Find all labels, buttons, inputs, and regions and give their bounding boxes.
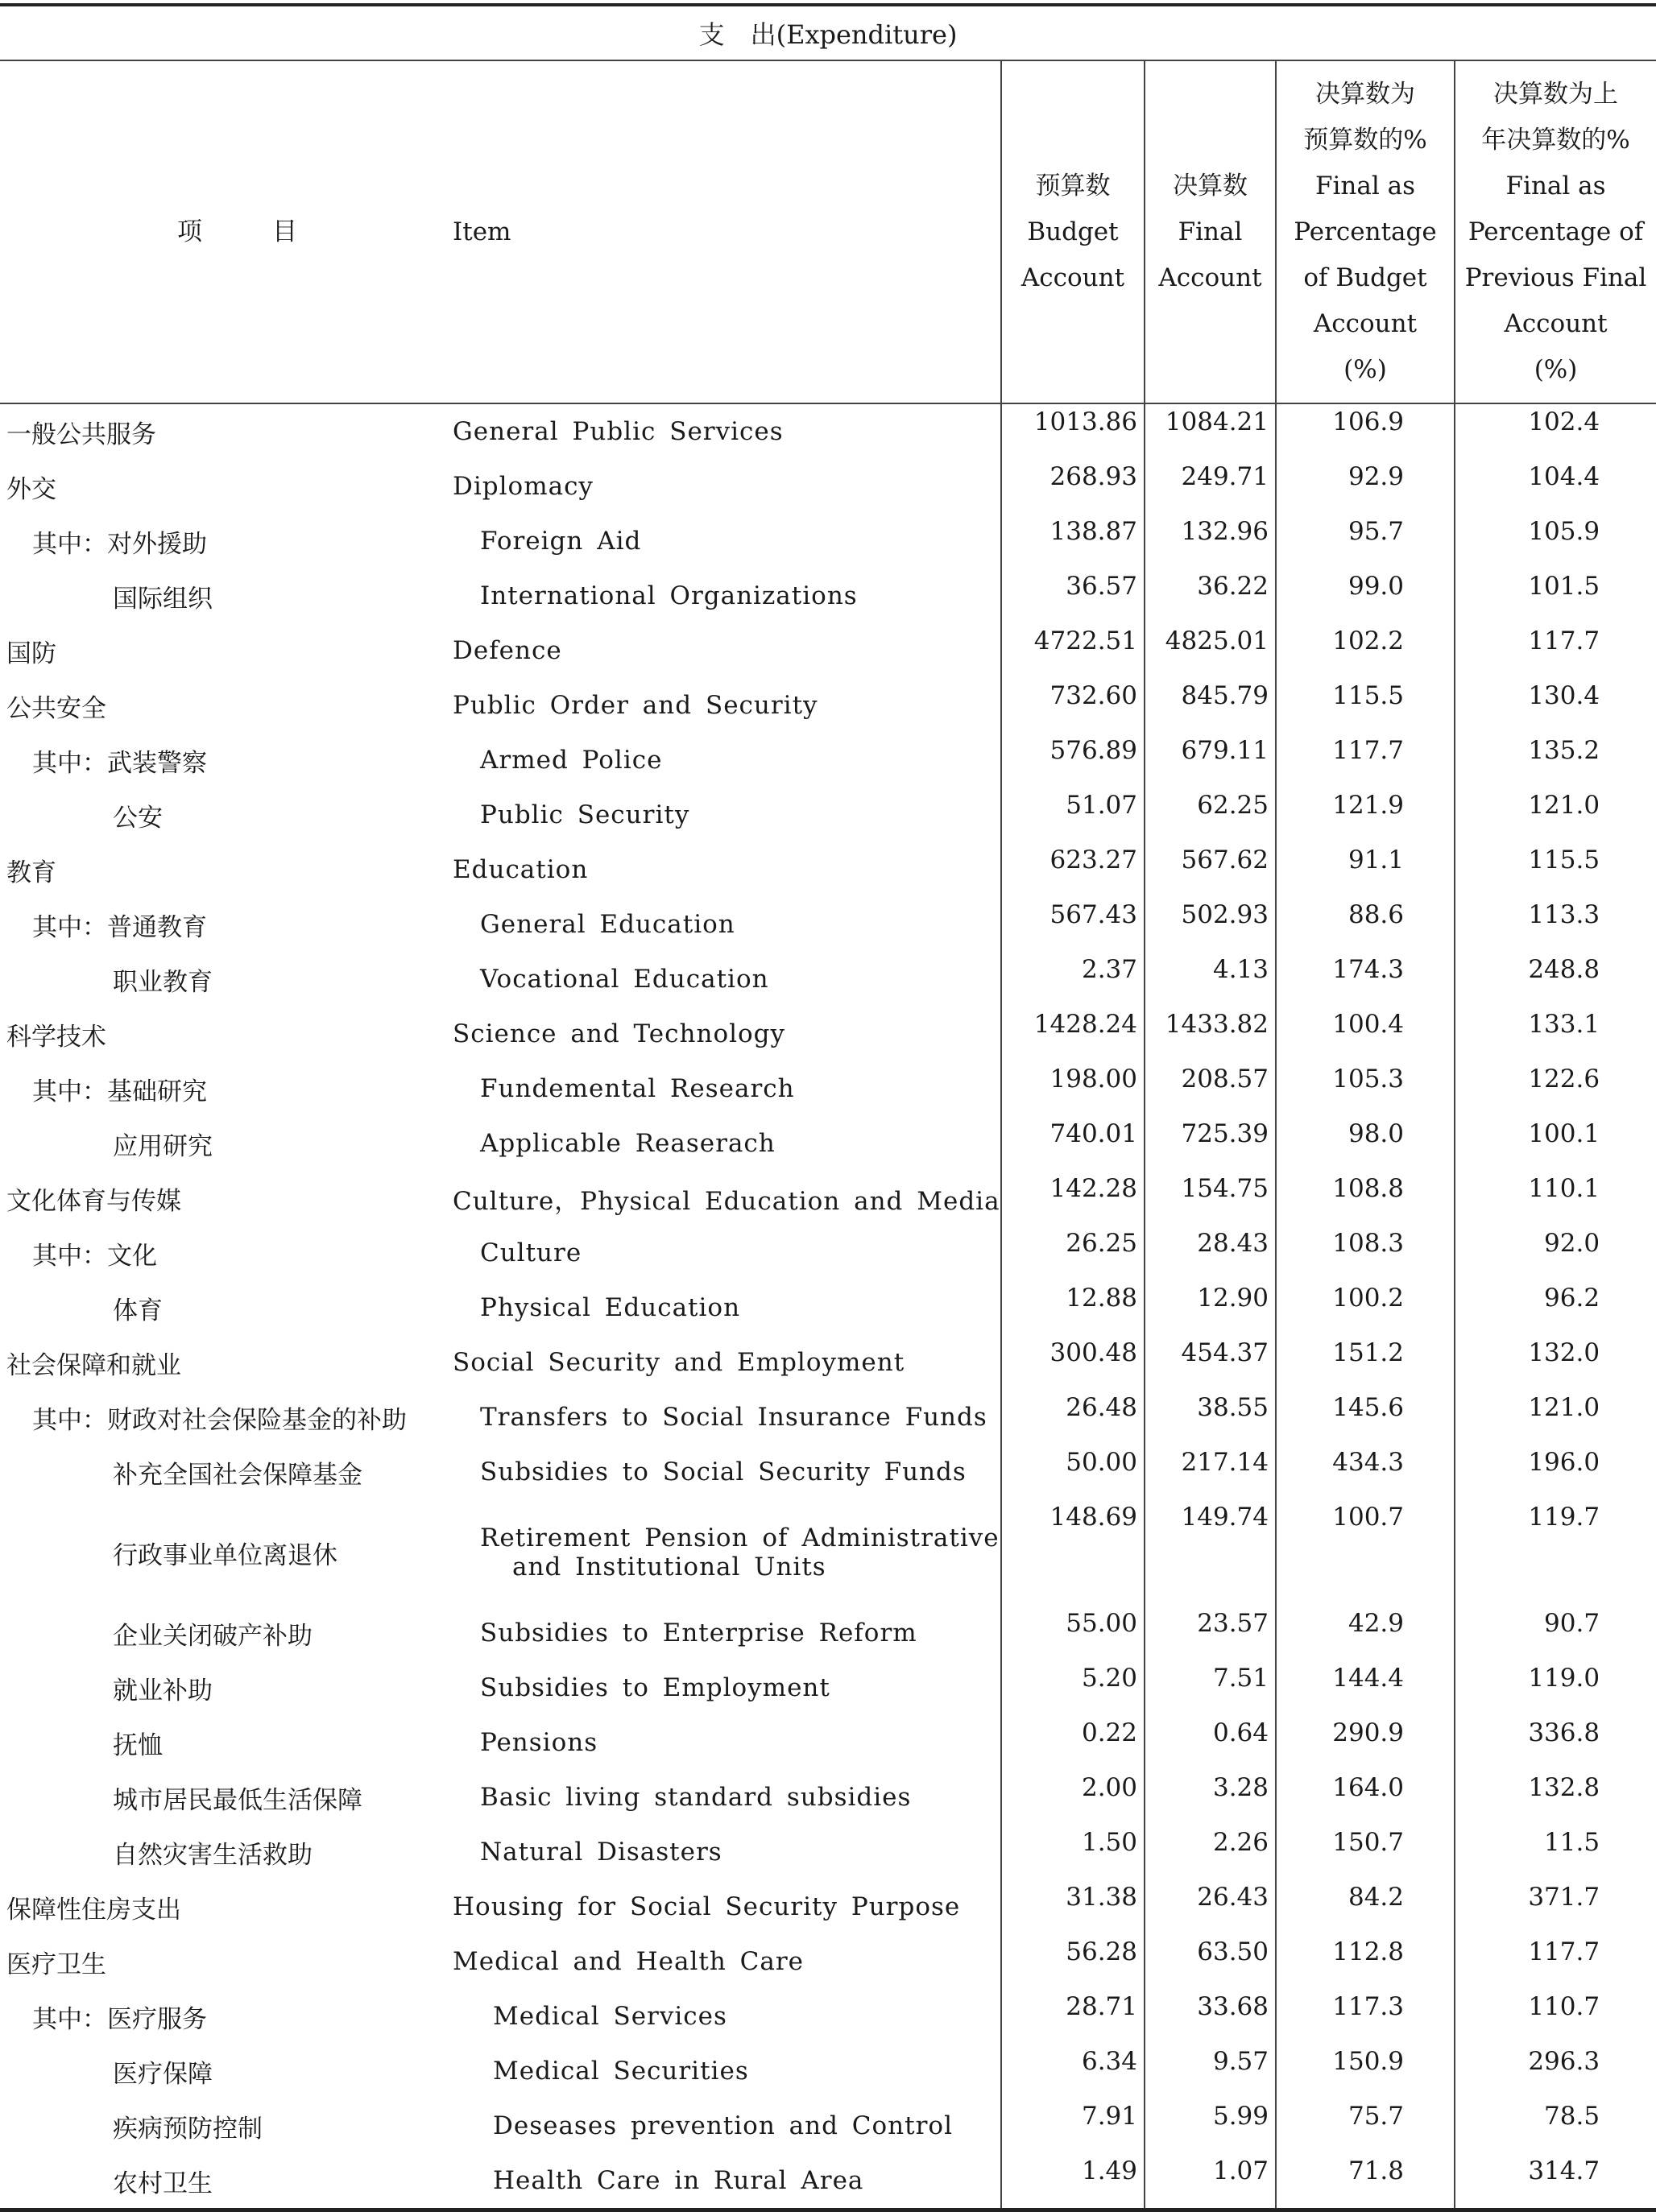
final-value: 33.68 (1145, 1989, 1276, 2044)
item-en-text: Natural Disasters (480, 1838, 722, 1867)
item-en-text: Defence (453, 636, 562, 665)
item-en (451, 1116, 1001, 1171)
pct-prev-value: 132.0 (1455, 1335, 1656, 1390)
item-cn: 体育 (113, 1296, 163, 1325)
item-en-text: Housing for Social Security Purpose (453, 1892, 961, 1921)
pct-prev-value: 336.8 (1455, 1715, 1656, 1770)
pct-budget-value: 117.7 (1276, 733, 1455, 788)
item-cn: 保障性住房支出 (6, 1895, 181, 1925)
pct-prev-value: 110.1 (1455, 1171, 1656, 1226)
item-en (451, 1825, 1001, 1879)
item-en (451, 1770, 1001, 1825)
budget-value: 142.28 (1001, 1171, 1145, 1226)
final-value: 4825.01 (1145, 623, 1276, 678)
header-pct-prev-line: Final as (1505, 171, 1606, 201)
item-en (451, 1715, 1001, 1770)
item-en (451, 569, 1001, 623)
pct-budget-value: 434.3 (1276, 1445, 1455, 1499)
budget-value: 740.01 (1001, 1116, 1145, 1171)
item-en (451, 1226, 1001, 1280)
header-pct-budget-line: Final as (1314, 171, 1416, 201)
item-cn: 补充全国社会保障基金 (113, 1460, 362, 1490)
table-row (0, 842, 1656, 897)
item-en-text: Subsidies to Enterprise Reform (480, 1619, 917, 1648)
table-title-row (0, 5, 1656, 60)
final-value: 679.11 (1145, 733, 1276, 788)
item-en-text: Applicable Reaserach (480, 1129, 776, 1158)
table-row (0, 1390, 1656, 1445)
table-row (0, 788, 1656, 842)
item-cn: 一般公共服务 (6, 420, 156, 449)
pct-prev-value: 314.7 (1455, 2153, 1656, 2210)
header-pct-prev-line: Account (1504, 308, 1608, 338)
item-en (451, 2098, 1001, 2153)
budget-value: 28.71 (1001, 1989, 1145, 2044)
pct-prev-value: 132.8 (1455, 1770, 1656, 1825)
pct-prev-value: 121.0 (1455, 788, 1656, 842)
item-en-text: General Public Services (453, 417, 784, 446)
table-row (0, 1989, 1656, 2044)
item-cn: 文化体育与传媒 (6, 1186, 181, 1216)
final-value: 2.26 (1145, 1825, 1276, 1879)
pct-budget-value: 115.5 (1276, 678, 1455, 733)
budget-value: 567.43 (1001, 897, 1145, 952)
pct-budget-value: 100.2 (1276, 1280, 1455, 1335)
table-row (0, 1606, 1656, 1660)
budget-value: 2.37 (1001, 952, 1145, 1007)
item-en-text: Medical Services (493, 2002, 727, 2031)
item-en-text: Health Care in Rural Area (493, 2166, 864, 2195)
budget-value: 7.91 (1001, 2098, 1145, 2153)
budget-value: 148.69 (1001, 1499, 1145, 1606)
final-value: 725.39 (1145, 1116, 1276, 1171)
pct-budget-value: 151.2 (1276, 1335, 1455, 1390)
table-row (0, 678, 1656, 733)
item-cn: 医疗保障 (113, 2059, 213, 2089)
item-cn: 外交 (6, 474, 56, 504)
header-budget-line: Budget (1027, 217, 1119, 246)
item-en (451, 2044, 1001, 2098)
budget-value: 268.93 (1001, 459, 1145, 514)
item-en-text: Science and Technology (453, 1019, 786, 1048)
item-cn: 公安 (113, 803, 163, 833)
table-row (0, 1445, 1656, 1499)
pct-prev-value: 90.7 (1455, 1606, 1656, 1660)
header-final-line: Account (1158, 263, 1262, 292)
item-en-text-cont: and Institutional Units (512, 1553, 826, 1581)
pct-prev-value: 115.5 (1455, 842, 1656, 897)
header-budget-line: 预算数 (1035, 171, 1111, 201)
item-en-text: Medical and Health Care (453, 1947, 805, 1976)
pct-budget-value: 100.7 (1276, 1499, 1455, 1606)
final-value: 567.62 (1145, 842, 1276, 897)
table-row (0, 1934, 1656, 1989)
header-pct-budget-line: Account (1313, 308, 1418, 338)
pct-prev-value: 104.4 (1455, 459, 1656, 514)
pct-budget-value: 117.3 (1276, 1989, 1455, 2044)
item-en (451, 1660, 1001, 1715)
table-row (0, 1499, 1656, 1606)
table-row (0, 1171, 1656, 1226)
table-row (0, 459, 1656, 514)
budget-value: 12.88 (1001, 1280, 1145, 1335)
item-en-text: Basic living standard subsidies (480, 1783, 912, 1812)
item-en-text: General Education (480, 910, 735, 939)
item-cn: 其中：普通教育 (32, 912, 207, 942)
item-en-text: Vocational Education (480, 965, 769, 994)
item-en (451, 514, 1001, 569)
budget-value: 50.00 (1001, 1445, 1145, 1499)
header-item-cn: 项 目 (0, 60, 451, 403)
budget-value: 26.25 (1001, 1226, 1145, 1280)
pct-budget-value: 102.2 (1276, 623, 1455, 678)
item-en (451, 842, 1001, 897)
final-value: 23.57 (1145, 1606, 1276, 1660)
final-value: 0.64 (1145, 1715, 1276, 1770)
item-en (451, 1606, 1001, 1660)
item-en (451, 1989, 1001, 2044)
header-pct-prev (1455, 60, 1656, 403)
header-pct-prev-line: Previous Final (1464, 263, 1647, 292)
pct-prev-value: 119.7 (1455, 1499, 1656, 1606)
pct-budget-value: 105.3 (1276, 1061, 1455, 1116)
table-row (0, 623, 1656, 678)
pct-budget-value: 98.0 (1276, 1116, 1455, 1171)
item-cn: 其中：文化 (32, 1241, 157, 1271)
item-cn: 其中：医疗服务 (32, 2004, 207, 2034)
budget-value: 300.48 (1001, 1335, 1145, 1390)
budget-value: 31.38 (1001, 1879, 1145, 1934)
header-pct-prev-line: Percentage of (1468, 217, 1644, 246)
pct-prev-value: 122.6 (1455, 1061, 1656, 1116)
item-en-text: Diplomacy (453, 472, 594, 501)
pct-budget-value: 92.9 (1276, 459, 1455, 514)
item-en-text: Subsidies to Employment (480, 1673, 830, 1702)
item-en (451, 1007, 1001, 1061)
table-row (0, 1770, 1656, 1825)
table-row (0, 1715, 1656, 1770)
header-budget-line: Account (1021, 263, 1125, 292)
item-cn: 应用研究 (113, 1131, 213, 1161)
header-pct-prev-line: (%) (1534, 354, 1578, 384)
item-cn: 城市居民最低生活保障 (113, 1785, 362, 1815)
pct-prev-value: 92.0 (1455, 1226, 1656, 1280)
pct-prev-value: 100.1 (1455, 1116, 1656, 1171)
budget-value: 0.22 (1001, 1715, 1145, 1770)
item-en (451, 2153, 1001, 2210)
final-value: 132.96 (1145, 514, 1276, 569)
table-row (0, 952, 1656, 1007)
item-en (451, 1335, 1001, 1390)
table-row (0, 569, 1656, 623)
final-value: 4.13 (1145, 952, 1276, 1007)
item-en-text: Physical Education (480, 1293, 741, 1322)
pct-budget-value: 150.9 (1276, 2044, 1455, 2098)
budget-value: 198.00 (1001, 1061, 1145, 1116)
final-value: 217.14 (1145, 1445, 1276, 1499)
item-en-text: Fundemental Research (480, 1074, 795, 1103)
item-cn: 其中：财政对社会保险基金的补助 (32, 1405, 407, 1435)
pct-budget-value: 145.6 (1276, 1390, 1455, 1445)
header-pct-budget-line: 预算数的% (1303, 125, 1427, 155)
header-final-line: 决算数 (1173, 171, 1248, 201)
final-value: 249.71 (1145, 459, 1276, 514)
pct-prev-value: 78.5 (1455, 2098, 1656, 2153)
item-en-text: Culture (480, 1238, 582, 1267)
final-value: 1084.21 (1145, 403, 1276, 459)
item-en (451, 733, 1001, 788)
item-cn: 职业教育 (113, 967, 213, 997)
final-value: 1.07 (1145, 2153, 1276, 2210)
pct-budget-value: 95.7 (1276, 514, 1455, 569)
header-item-en: Item (451, 60, 1001, 403)
final-value: 26.43 (1145, 1879, 1276, 1934)
budget-value: 623.27 (1001, 842, 1145, 897)
table-row (0, 2044, 1656, 2098)
header-pct-budget-line: Percentage (1294, 217, 1437, 246)
pct-budget-value: 42.9 (1276, 1606, 1455, 1660)
item-cn: 科学技术 (6, 1022, 106, 1052)
budget-value: 1428.24 (1001, 1007, 1145, 1061)
item-cn: 其中：对外援助 (32, 529, 207, 559)
pct-budget-value: 112.8 (1276, 1934, 1455, 1989)
final-value: 63.50 (1145, 1934, 1276, 1989)
pct-prev-value: 102.4 (1455, 403, 1656, 459)
item-cn: 行政事业单位离退休 (113, 1540, 337, 1570)
item-en (451, 1879, 1001, 1934)
pct-prev-value: 119.0 (1455, 1660, 1656, 1715)
pct-budget-value: 106.9 (1276, 403, 1455, 459)
pct-budget-value: 88.6 (1276, 897, 1455, 952)
budget-value: 2.00 (1001, 1770, 1145, 1825)
final-value: 36.22 (1145, 569, 1276, 623)
header-final (1145, 60, 1276, 403)
header-budget (1001, 60, 1145, 403)
expenditure-table (0, 3, 1656, 2212)
item-en-text: Retirement Pension of Administrative (480, 1524, 1000, 1553)
item-cn: 自然灾害生活救助 (113, 1840, 313, 1870)
item-en (451, 403, 1001, 459)
item-en-text: Transfers to Social Insurance Funds (480, 1403, 987, 1432)
table-row (0, 1825, 1656, 1879)
final-value: 5.99 (1145, 2098, 1276, 2153)
budget-value: 576.89 (1001, 733, 1145, 788)
pct-budget-value: 121.9 (1276, 788, 1455, 842)
item-cn: 疾病预防控制 (113, 2114, 263, 2144)
final-value: 1433.82 (1145, 1007, 1276, 1061)
final-value: 7.51 (1145, 1660, 1276, 1715)
item-en (451, 1171, 1001, 1226)
final-value: 28.43 (1145, 1226, 1276, 1280)
budget-value: 26.48 (1001, 1390, 1145, 1445)
item-cn: 抚恤 (113, 1730, 163, 1760)
item-en (451, 788, 1001, 842)
table-title: 支 出(Expenditure) (0, 5, 1656, 60)
pct-budget-value: 164.0 (1276, 1770, 1455, 1825)
pct-prev-value: 133.1 (1455, 1007, 1656, 1061)
pct-prev-value: 110.7 (1455, 1989, 1656, 2044)
final-value: 38.55 (1145, 1390, 1276, 1445)
pct-prev-value: 296.3 (1455, 2044, 1656, 2098)
table-row (0, 1007, 1656, 1061)
item-en-text: Culture，Physical Education and Media (453, 1186, 1000, 1216)
header-pct-budget (1276, 60, 1455, 403)
budget-value: 56.28 (1001, 1934, 1145, 1989)
table-row (0, 1879, 1656, 1934)
table-row (0, 403, 1656, 459)
item-cn: 医疗卫生 (6, 1949, 106, 1979)
pct-budget-value: 290.9 (1276, 1715, 1455, 1770)
header-row (0, 60, 1656, 403)
table-row (0, 514, 1656, 569)
header-pct-budget-line: of Budget (1303, 263, 1427, 292)
item-en-text: Education (453, 855, 589, 884)
pct-prev-value: 135.2 (1455, 733, 1656, 788)
pct-budget-value: 108.3 (1276, 1226, 1455, 1280)
pct-budget-value: 174.3 (1276, 952, 1455, 1007)
table-row (0, 1660, 1656, 1715)
final-value: 12.90 (1145, 1280, 1276, 1335)
item-cn: 国防 (6, 639, 56, 668)
item-cn: 公共安全 (6, 693, 106, 723)
budget-value: 1.49 (1001, 2153, 1145, 2210)
header-pct-prev-line: 决算数为上 (1493, 79, 1619, 109)
item-en-text: Public Security (480, 800, 690, 829)
item-cn: 其中：基础研究 (32, 1077, 207, 1106)
pct-budget-value: 99.0 (1276, 569, 1455, 623)
budget-value: 6.34 (1001, 2044, 1145, 2098)
pct-prev-value: 11.5 (1455, 1825, 1656, 1879)
item-en-text: Subsidies to Social Security Funds (480, 1457, 967, 1486)
pct-prev-value: 117.7 (1455, 623, 1656, 678)
pct-budget-value: 144.4 (1276, 1660, 1455, 1715)
budget-value: 5.20 (1001, 1660, 1145, 1715)
table-row (0, 1061, 1656, 1116)
item-cn: 教育 (6, 858, 56, 887)
pct-prev-value: 105.9 (1455, 514, 1656, 569)
pct-budget-value: 91.1 (1276, 842, 1455, 897)
item-cn: 农村卫生 (0, 2153, 451, 2210)
item-cn: 就业补助 (113, 1676, 213, 1706)
item-en (451, 1934, 1001, 1989)
table-row (0, 1335, 1656, 1390)
table-row (0, 1116, 1656, 1171)
budget-value: 1013.86 (1001, 403, 1145, 459)
table-row (0, 733, 1656, 788)
final-value: 9.57 (1145, 2044, 1276, 2098)
item-en (451, 623, 1001, 678)
pct-prev-value: 371.7 (1455, 1879, 1656, 1934)
item-en-text: Medical Securities (493, 2057, 749, 2086)
final-value: 502.93 (1145, 897, 1276, 952)
pct-budget-value: 71.8 (1276, 2153, 1455, 2210)
table-row (0, 2153, 1656, 2210)
item-en-text: International Organizations (480, 581, 858, 610)
item-en-text: Armed Police (480, 746, 663, 775)
table-row (0, 2098, 1656, 2153)
item-cn: 其中：武装警察 (32, 748, 207, 778)
item-en (451, 1061, 1001, 1116)
budget-value: 55.00 (1001, 1606, 1145, 1660)
final-value: 154.75 (1145, 1171, 1276, 1226)
item-cn: 企业关闭破产补助 (113, 1621, 313, 1651)
final-value: 3.28 (1145, 1770, 1276, 1825)
item-cn: 国际组织 (113, 584, 213, 614)
budget-value: 1.50 (1001, 1825, 1145, 1879)
table-row (0, 1280, 1656, 1335)
pct-prev-value: 101.5 (1455, 569, 1656, 623)
item-en-text: Pensions (480, 1728, 598, 1757)
pct-budget-value: 150.7 (1276, 1825, 1455, 1879)
item-cn: 社会保障和就业 (6, 1350, 181, 1380)
item-en-text: Deseases prevention and Control (493, 2111, 953, 2140)
pct-prev-value: 117.7 (1455, 1934, 1656, 1989)
budget-value: 4722.51 (1001, 623, 1145, 678)
pct-prev-value: 96.2 (1455, 1280, 1656, 1335)
final-value: 149.74 (1145, 1499, 1276, 1606)
pct-budget-value: 108.8 (1276, 1171, 1455, 1226)
pct-prev-value: 196.0 (1455, 1445, 1656, 1499)
item-en (451, 952, 1001, 1007)
pct-prev-value: 121.0 (1455, 1390, 1656, 1445)
final-value: 454.37 (1145, 1335, 1276, 1390)
item-en (451, 1390, 1001, 1445)
pct-budget-value: 84.2 (1276, 1879, 1455, 1934)
pct-prev-value: 248.8 (1455, 952, 1656, 1007)
item-en (451, 459, 1001, 514)
pct-budget-value: 75.7 (1276, 2098, 1455, 2153)
final-value: 62.25 (1145, 788, 1276, 842)
budget-value: 138.87 (1001, 514, 1145, 569)
item-en-text: Public Order and Security (453, 691, 818, 720)
item-en (451, 897, 1001, 952)
item-en (451, 1280, 1001, 1335)
table-row (0, 1226, 1656, 1280)
budget-value: 732.60 (1001, 678, 1145, 733)
item-en (451, 678, 1001, 733)
header-pct-prev-line: 年决算数的% (1481, 125, 1630, 155)
pct-prev-value: 130.4 (1455, 678, 1656, 733)
header-pct-budget-line: 决算数为 (1315, 79, 1415, 109)
item-en (451, 1499, 1001, 1606)
item-en (451, 1445, 1001, 1499)
pct-prev-value: 113.3 (1455, 897, 1656, 952)
budget-value: 36.57 (1001, 569, 1145, 623)
item-en-text: Foreign Aid (480, 527, 642, 556)
final-value: 208.57 (1145, 1061, 1276, 1116)
header-final-line: Final (1178, 217, 1243, 246)
item-en-text: Social Security and Employment (453, 1348, 905, 1377)
header-pct-budget-line: (%) (1343, 354, 1387, 384)
final-value: 845.79 (1145, 678, 1276, 733)
table-row (0, 897, 1656, 952)
budget-value: 51.07 (1001, 788, 1145, 842)
pct-budget-value: 100.4 (1276, 1007, 1455, 1061)
